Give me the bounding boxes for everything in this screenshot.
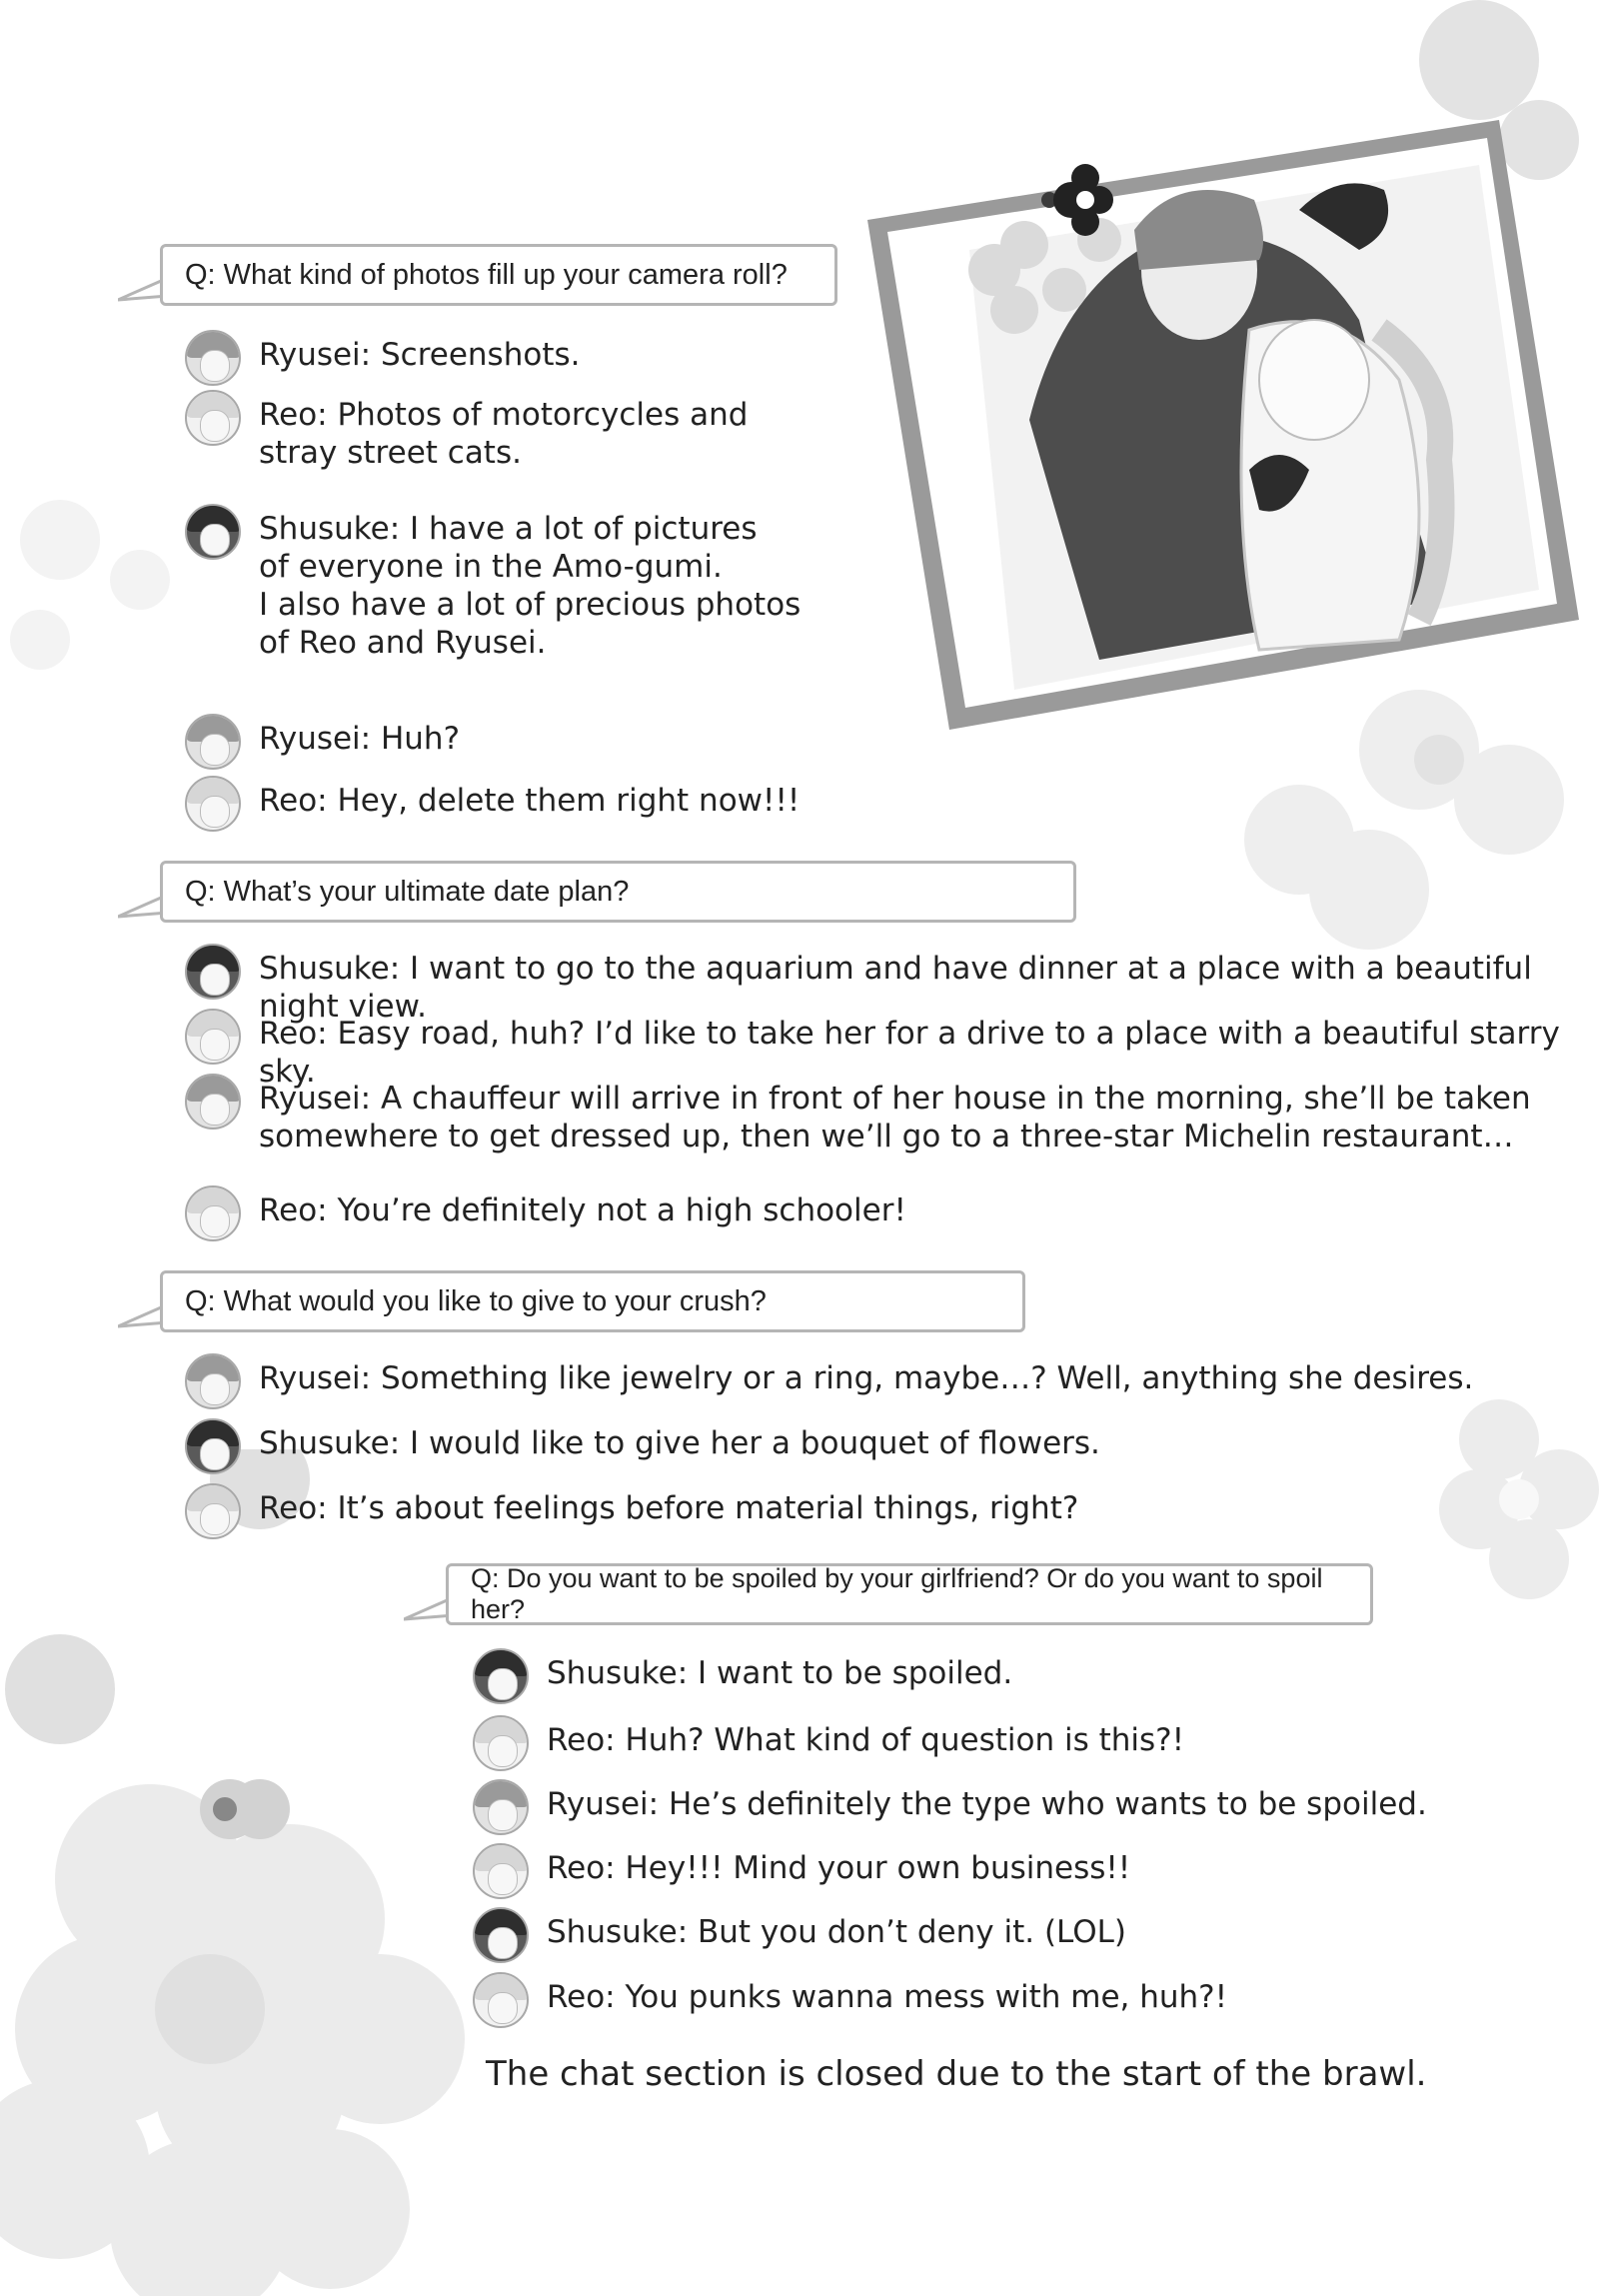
chat-line <box>185 720 460 770</box>
chat-line <box>185 1489 1078 1539</box>
answer-text: Reo: Photos of motorcycles and stray street cats. <box>259 397 749 471</box>
closing-text: The chat section is closed due to the start of the brawl. <box>486 2054 1427 2094</box>
avatar-shusuke <box>185 1418 241 1474</box>
question-text: Q: What kind of photos fill up your camera roll? <box>160 244 837 306</box>
answer-text: Shusuke: I would like to give her a bouquet of flowers. <box>259 1425 1100 1461</box>
chat-line <box>185 1424 1100 1474</box>
chat-line <box>185 1191 906 1241</box>
chat-line <box>185 336 580 386</box>
answer-text: Shusuke: I want to go to the aquarium and have dinner at a place with a beautiful night view. <box>259 951 1532 1025</box>
avatar-reo <box>185 390 241 446</box>
avatar-reo <box>473 1843 529 1899</box>
answer-text: Reo: Easy road, huh? I’d like to take her for a drive to a place with a beautiful starry sky. <box>259 1016 1560 1090</box>
chat-line <box>473 1721 1184 1771</box>
answer-text: Reo: Huh? What kind of question is this?! <box>547 1722 1185 1758</box>
answer-text: Reo: You’re definitely not a high schooler! <box>259 1192 906 1228</box>
avatar-reo <box>185 1185 241 1241</box>
avatar-ryusei <box>185 1353 241 1409</box>
chat-line <box>185 782 800 832</box>
chat-line <box>473 1978 1227 2028</box>
answer-text: Ryusei: Screenshots. <box>259 337 581 373</box>
flower-decoration-icon <box>1419 1399 1599 1659</box>
avatar-reo <box>185 776 241 832</box>
answer-text: Ryusei: He’s definitely the type who wants to be spoiled. <box>547 1786 1427 1822</box>
avatar-reo <box>185 1009 241 1065</box>
avatar-ryusei <box>185 330 241 386</box>
avatar-shusuke <box>473 1907 529 1963</box>
chat-line <box>185 1359 1473 1409</box>
avatar-ryusei <box>473 1779 529 1835</box>
answer-text: Reo: It’s about feelings before material things, right? <box>259 1490 1079 1526</box>
answer-text: Reo: You punks wanna mess with me, huh?! <box>547 1979 1228 2015</box>
question-text: Q: Do you want to be spoiled by your girlfriend? Or do you want to spoil her? <box>446 1563 1373 1625</box>
avatar-shusuke <box>185 504 241 560</box>
question-text: Q: What’s your ultimate date plan? <box>160 861 1076 923</box>
answer-text: Ryusei: Something like jewelry or a ring, maybe…? Well, anything she desires. <box>259 1360 1474 1396</box>
chat-line <box>473 1849 1130 1899</box>
chat-line <box>473 1654 1012 1704</box>
answer-text: Shusuke: I want to be spoiled. <box>547 1655 1013 1691</box>
chat-line <box>473 1913 1126 1963</box>
avatar-ryusei <box>185 1074 241 1130</box>
answer-text: Shusuke: But you don’t deny it. (LOL) <box>547 1914 1126 1950</box>
avatar-shusuke <box>185 944 241 1000</box>
avatar-reo <box>185 1483 241 1539</box>
answer-text: Reo: Hey!!! Mind your own business!! <box>547 1850 1131 1886</box>
avatar-shusuke <box>473 1648 529 1704</box>
chat-line <box>473 1785 1427 1835</box>
illustration-photo-frame <box>839 0 1599 760</box>
answer-text: Ryusei: Huh? <box>259 721 461 757</box>
avatar-reo <box>473 1715 529 1771</box>
avatar-reo <box>473 1972 529 2028</box>
answer-text: Shusuke: I have a lot of pictures of everyone in the Amo-gumi. I also have a lot of precious photos of Reo and Ryusei. <box>259 511 801 661</box>
answer-text: Reo: Hey, delete them right now!!! <box>259 783 800 819</box>
question-text: Q: What would you like to give to your crush? <box>160 1270 1025 1332</box>
chat-line <box>185 510 800 662</box>
answer-text: Ryusei: A chauffeur will arrive in front of her house in the morning, she’ll be taken somewhere to get dressed up, then we’ll go to a three-star Michelin restaurant… <box>259 1081 1531 1154</box>
chat-line <box>185 1080 1531 1155</box>
chat-line <box>185 396 748 472</box>
avatar-ryusei <box>185 714 241 770</box>
